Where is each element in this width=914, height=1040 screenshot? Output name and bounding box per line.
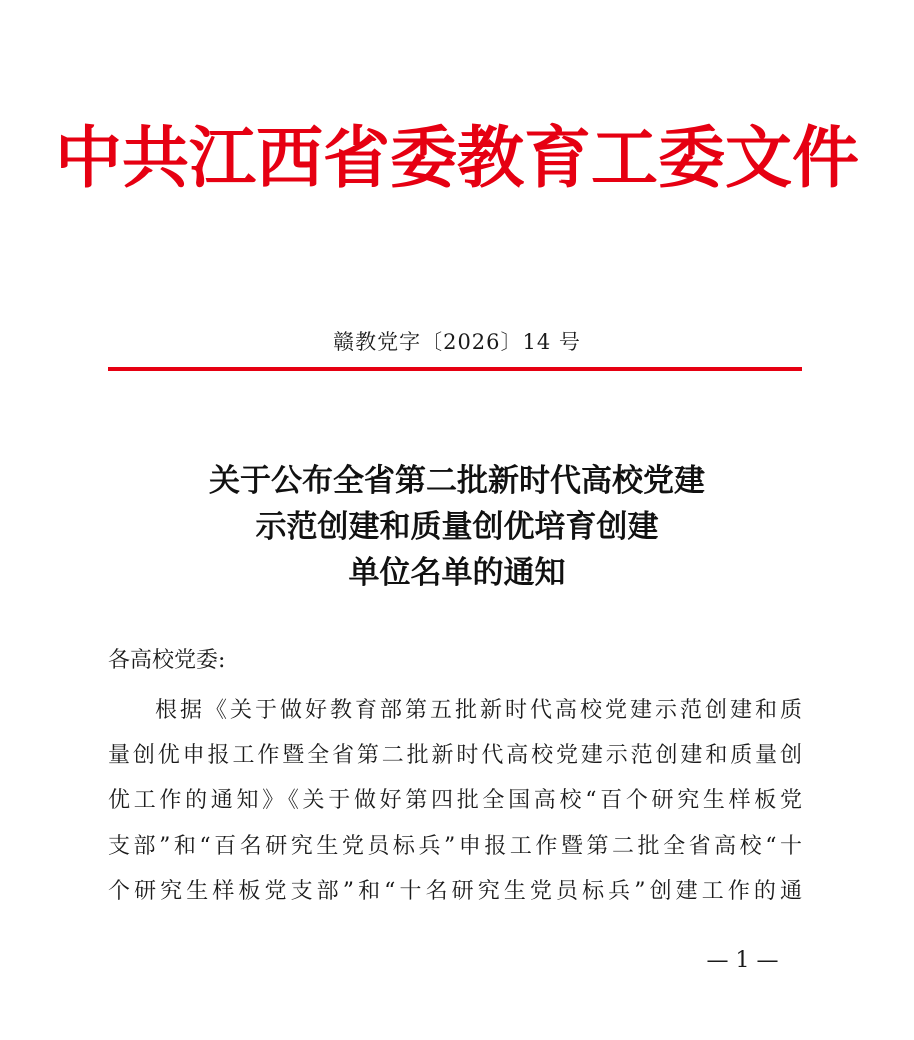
- body-text: [108, 688, 802, 914]
- notice-title-line: 关于公布全省第二批新时代高校党建: [209, 463, 705, 499]
- body-line: 支部”和“百名研究生党员标兵”申报工作暨第二批全省高校“十: [108, 833, 802, 859]
- body-line: 根据《关于做好教育部第五批新时代高校党建示范创建和质: [155, 698, 802, 723]
- body-line: 优工作的通知》《关于做好第四批全国高校“百个研究生样板党: [108, 788, 802, 814]
- document-number: 赣教党字〔2026〕14 号: [333, 330, 581, 354]
- notice-title-line: 单位名单的通知: [348, 555, 566, 591]
- page-number: — 1 —: [706, 948, 779, 973]
- notice-title-line: 示范创建和质量创优培育创建: [255, 509, 659, 545]
- salutation: 各高校党委:: [108, 648, 226, 673]
- red-divider-line: [108, 367, 802, 371]
- notice-title: [0, 458, 914, 596]
- body-line: 个研究生样板党支部”和“十名研究生党员标兵”创建工作的通: [108, 878, 802, 904]
- body-line: 量创优申报工作暨全省第二批新时代高校党建示范创建和质量创: [108, 743, 802, 769]
- document-header-title: 中共江西省委教育工委文件: [55, 118, 859, 197]
